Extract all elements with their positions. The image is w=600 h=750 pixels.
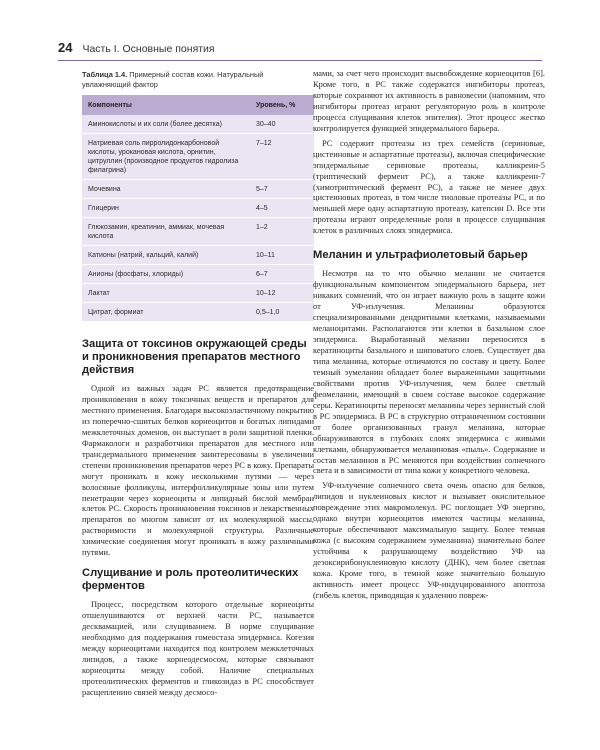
level-cell: 1–2 bbox=[250, 218, 314, 246]
component-cell: Анионы (фосфаты, хлориды) bbox=[82, 265, 250, 284]
paragraph-proteases: РС содержит протеазы из трех семейств (сериновые, цистеиновые и аспартатные протеазы), включая специфические эпидермальные сериновые протеазы, калликреин-5 (триптический фермент РС), а также калликреин-7 (химотриптический фермент РС), а также не менее двух цистеиновых протеаз, в том числе тиоловые протеазы РС, и по меньшей мере одну аспартатную протеазу, катепсин D. Все эти протеазы играют определенные роли в процессе слущивания клеток в различных слоях эпидермиса. bbox=[313, 137, 545, 236]
level-cell: 5–7 bbox=[250, 180, 314, 199]
right-column bbox=[313, 68, 545, 601]
level-cell: 10–12 bbox=[250, 284, 314, 303]
component-cell: Цитрат, формиат bbox=[82, 303, 250, 322]
level-cell: 7–12 bbox=[250, 134, 314, 180]
table-row bbox=[82, 199, 314, 218]
component-cell: Глицерин bbox=[82, 199, 250, 218]
table-header-row bbox=[82, 95, 314, 115]
page-number: 24 bbox=[58, 40, 73, 55]
table-body bbox=[82, 115, 314, 322]
left-column bbox=[82, 68, 314, 698]
section-heading-toxin-protection: Защита от токсинов окружающей среды и проникновения препаратов местного действия bbox=[82, 338, 307, 376]
section-heading-melanin: Меланин и ультрафиолетовый барьер bbox=[313, 249, 528, 262]
paragraph-uv-damage: УФ-излучение солнечного света очень опасно для белков, липидов и нуклеиновых кислот и вызывает окислительное повреждение этих макромолекул. РС поглощает УФ энергию, однако внутри корнеоцитов имеются частицы меланина, которые обеспечивают максимальную защиту. Более темная кожа (с высоким содержанием эумеланина) значительно более устойчива к разрушающему воздействию УФ на дезоксирибонуклеиновую кислоту (ДНК), чем более светлая кожа. Кроме того, в темной коже значительно большую активность имеет процесс УФ-индуцированного апоптоза (гибель клеток, приводящая к удалению повреж- bbox=[313, 480, 545, 600]
column-header-component: Компоненты bbox=[82, 95, 250, 115]
table-caption bbox=[82, 70, 314, 90]
table-row bbox=[82, 134, 314, 180]
table-row bbox=[82, 246, 314, 265]
running-header bbox=[58, 40, 215, 58]
table-row bbox=[82, 115, 314, 134]
paragraph-melanin: Несмотря на то что обычно меланин не считается функциональным компонентом эпидермального барьера, нет никаких сомнений, что он играет важную роль в защите кожи от УФ-излучения. Меланины образуются специализированными дендритными клетками, называемыми меланоцитами. Располагаются эти клетки в базальном слое эпидермиса. Выработанный меланин переносится в кератиноциты базального и шиповатого слоев. Существует два типа меланина, которые отличаются по составу и цвету. Более темный эумеланин обладает более выраженными защитными свойствами против УФ-излучения, чем более светлый феомеланин, имеющий в своем составе высокое содержание серы. Кератиноциты переносят меланины через зернистый слой в РС эпидермиса. В РС в структурно отграниченном состоянии от более организованных гранул меланина, которые обнаруживаются в глубоких слоях эпидермиса с живыми клетками, обнаруживается меланиновая «пыль». Содержание и состав меланинов в РС меняются при воздействии солнечного света и в зависимости от типа кожи у конкретного человека. bbox=[313, 268, 545, 476]
paragraph-toxin-protection: Одной из важных задач РС является предотвращение проникновения в кожу токсичных веществ и препаратов для местного применения. Благодаря высокоэластичному покрытию из поперечно-сшитых белков корнеоцитов и богатых липидами межклеточных доменов, он выступает в роли защитной пленки. Фармакологи и разработчики препаратов для местного или трансдермального применения заинтересованы в увеличении степени проникновения препаратов через РС в кожу. Препараты могут проникать в кожу несколькими путями — через волосяные фолликулы, интерфолликулярные зоны или путем пенетрации через корнеоциты и липидный бислой мембран клеток РС. Скорость проникновения токсинов и лекарственных препаратов во многом зависит от их молекулярной массы, растворимости и молекулярной структуры. Различные химические соединения могут проникать в кожу различными путями. bbox=[82, 383, 314, 558]
table-caption-text: Примерный состав кожи. Натуральный увлажняющий фактор bbox=[82, 70, 264, 89]
level-cell: 10–11 bbox=[250, 246, 314, 265]
level-cell: 6–7 bbox=[250, 265, 314, 284]
component-cell: Лактат bbox=[82, 284, 250, 303]
table-row bbox=[82, 284, 314, 303]
composition-table bbox=[82, 95, 314, 322]
component-cell: Катионы (натрий, кальций, калий) bbox=[82, 246, 250, 265]
column-header-level: Уровень, % bbox=[250, 95, 314, 115]
table-row bbox=[82, 265, 314, 284]
component-cell: Аминокислоты и их соли (более десятка) bbox=[82, 115, 250, 134]
header-rule bbox=[58, 60, 542, 61]
level-cell: 0,5–1,0 bbox=[250, 303, 314, 322]
paragraph-desquamation: Процесс, посредством которого отдельные корнеоциты отшелушиваются от верхней части РС, называется десквамацией, или слущиванием. В норме слущивание необходимо для поддержания гомеостаза эпидермиса. Когезия между корнеоцитами находится под контролем межклеточных липидов, а также корнеодесмосом, которые связывают корнеоциты между собой. Наличие специальных протеолитических ферментов и гликозидаз в РС способствует расщеплению связей между десмосо- bbox=[82, 599, 314, 697]
level-cell: 4–5 bbox=[250, 199, 314, 218]
component-cell: Глюкозамин, креатинин, аммиак, мочевая кислота bbox=[82, 218, 250, 246]
table-row bbox=[82, 303, 314, 322]
table-row bbox=[82, 218, 314, 246]
paragraph-corneocyte-release: мами, за счет чего происходит высвобождение корнеоцитов [6]. Кроме того, в РС также содержатся ингибиторы протеаз, которые сохраняют их активность в равновесии (напомним, что ингибиторы протеаз играют регуляторную роль в контроле процесса слущивания клеток эпителия). Этот процесс жестко контролируется функцией эпидермального барьера. bbox=[313, 68, 545, 133]
table-row bbox=[82, 180, 314, 199]
component-cell: Мочевина bbox=[82, 180, 250, 199]
component-cell: Натриевая соль пирролидонкарбоновой кислоты, урокановая кислота, орнитин, цитруллин (производное продуктов гидролиза филагрина) bbox=[82, 134, 250, 180]
section-heading-desquamation: Слущивание и роль протеолитических ферментов bbox=[82, 567, 299, 593]
table-caption-label: Таблица 1.4. bbox=[82, 70, 128, 79]
running-head-title: Часть I. Основные понятия bbox=[82, 43, 215, 55]
level-cell: 30–40 bbox=[250, 115, 314, 134]
